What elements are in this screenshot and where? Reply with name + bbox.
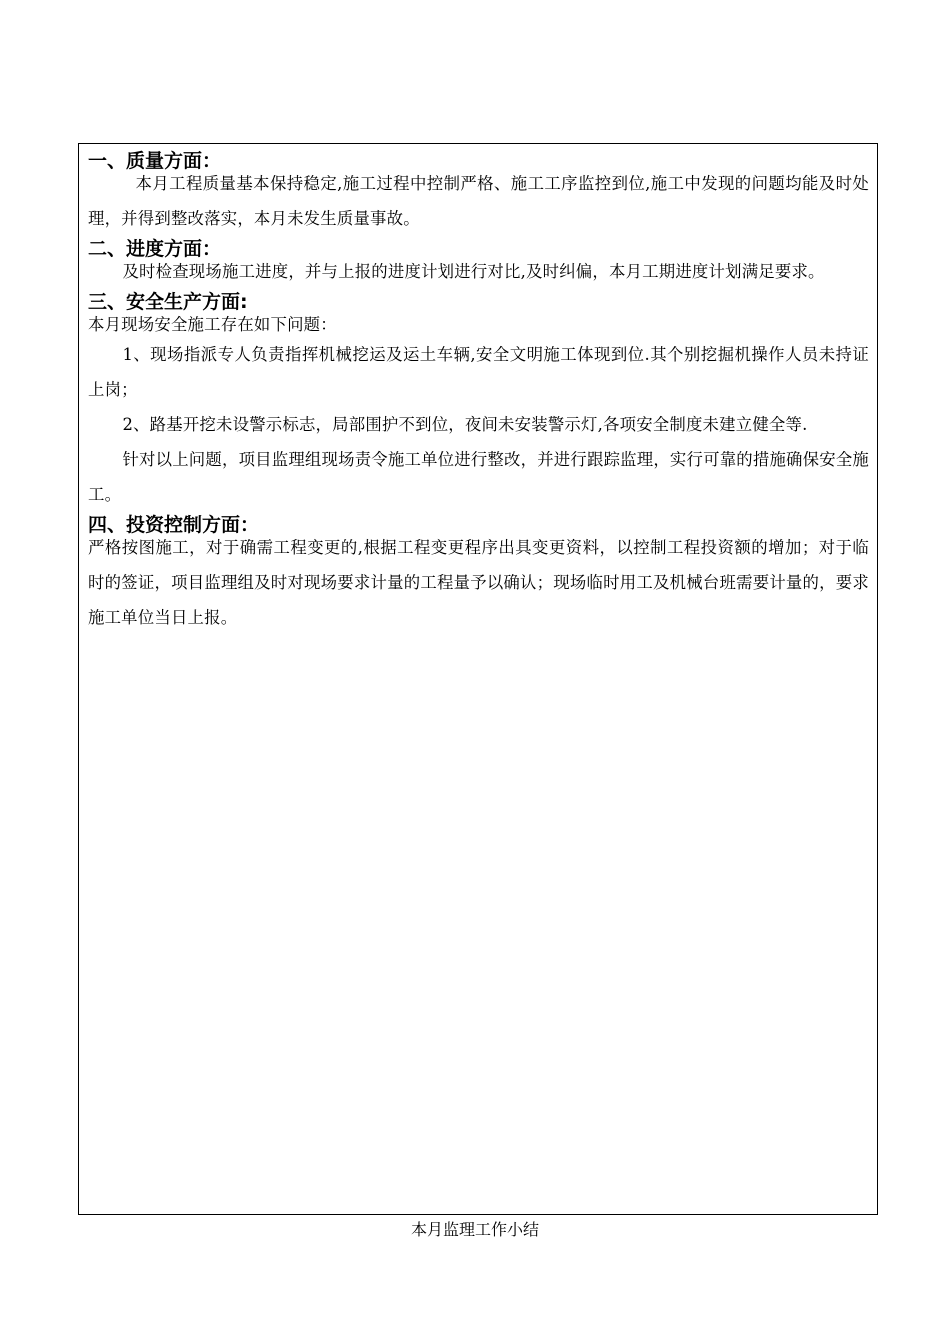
paragraph: 严格按图施工，对于确需工程变更的,根据工程变更程序出具变更资料，以控制工程投资额的增加；对于临时的签证，项目监理组及时对现场要求计量的工程量予以确认；现场临时用工及机械台班需要计量的，要求施工单位当日上报。 <box>88 538 869 627</box>
section-quality <box>88 148 869 236</box>
section-heading: 三、安全生产方面: <box>88 291 248 313</box>
section-safety <box>88 289 869 512</box>
paragraph: 2、路基开挖未设警示标志，局部围护不到位，夜间未安装警示灯,各项安全制度未建立健全等. <box>122 415 808 434</box>
section-heading: 二、进度方面： <box>88 238 222 260</box>
paragraph-intro: 本月现场安全施工存在如下问题： <box>88 315 337 334</box>
paragraph: 及时检查现场施工进度，并与上报的进度计划进行对比,及时纠偏，本月工期进度计划满足要求。 <box>122 262 825 281</box>
paragraph: 本月工程质量基本保持稳定,施工过程中控制严格、施工工序监控到位,施工中发现的问题均能及时处理，并得到整改落实，本月未发生质量事故。 <box>88 174 869 228</box>
report-frame <box>78 143 878 1215</box>
paragraph: 1、现场指派专人负责指挥机械挖运及运土车辆,安全文明施工体现到位.其个别挖掘机操作人员未持证上岗； <box>88 345 869 399</box>
section-heading: 四、投资控制方面： <box>88 514 260 536</box>
page-caption: 本月监理工作小结 <box>410 1220 539 1239</box>
section-investment <box>88 512 869 635</box>
section-progress <box>88 236 869 289</box>
section-heading: 一、质量方面： <box>88 150 222 172</box>
paragraph: 针对以上问题，项目监理组现场责令施工单位进行整改，并进行跟踪监理，实行可靠的措施确保安全施工。 <box>88 450 870 504</box>
